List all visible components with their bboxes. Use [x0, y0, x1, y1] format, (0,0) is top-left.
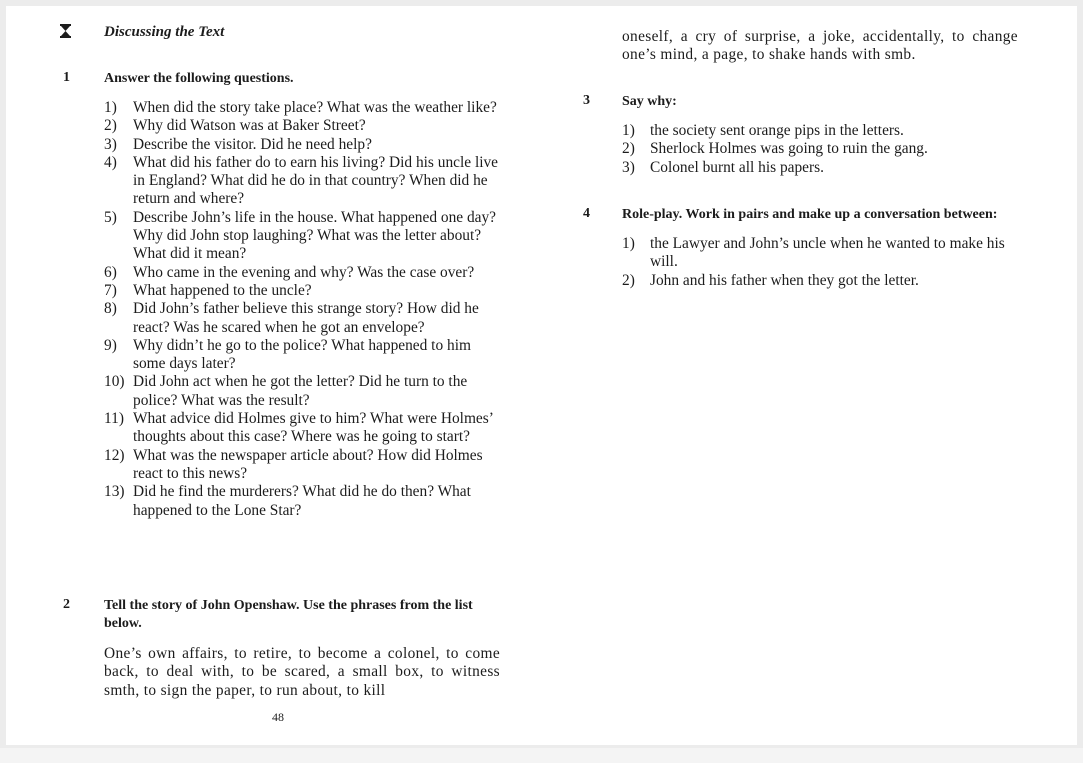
list-item [622, 272, 1018, 290]
question-text: What did his father do to earn his living? Did his uncle live in England? What did he do in that country? When did he return and where? [133, 153, 499, 208]
question-item [104, 264, 500, 282]
section-title: Discussing the Text [104, 24, 225, 40]
exercise-2-number: 2 [63, 597, 70, 612]
bottom-strip [0, 748, 1083, 763]
question-text: Describe John’s life in the house. What happened one day? Why did John stop laughing? What was the letter about? What did it mean? [133, 208, 496, 263]
question-text: When did the story take place? What was the weather like? [133, 99, 497, 116]
question-number: 10) [104, 373, 125, 391]
question-text: Who came in the evening and why? Was the case over? [133, 263, 475, 281]
question-list [104, 99, 500, 520]
list-item [622, 235, 1018, 272]
question-text: What happened to the uncle? [133, 281, 312, 299]
question-text: Why did Watson was at Baker Street? [133, 117, 366, 135]
exercise-1-heading: Answer the following questions. [104, 71, 294, 86]
hourglass-icon [60, 24, 71, 38]
question-text: What was the newspaper article about? How did Holmes react to this news? [133, 446, 483, 482]
question-item [104, 154, 500, 209]
question-item [104, 117, 500, 135]
question-number: 5) [104, 208, 117, 226]
exercise-4-heading: Role-play. Work in pairs and make up a conversation between: [622, 207, 998, 222]
item-number: 2) [622, 140, 635, 158]
list-item [622, 159, 1018, 177]
question-text: Did John’s father believe this strange story? How did he react? Was he scared when he got an envelope? [133, 300, 479, 336]
question-number: 11) [104, 410, 124, 428]
item-number: 1) [622, 235, 635, 252]
exercise-3-number: 3 [583, 93, 590, 108]
question-number: 8) [104, 300, 117, 318]
item-text: Colonel burnt all his papers. [650, 158, 824, 176]
phrase-list-continued: oneself, a cry of surprise, a joke, accidentally, to change one’s mind, a page, to shake hands with smb. [622, 28, 1018, 64]
exercise-1-number: 1 [63, 70, 70, 85]
question-item [104, 282, 500, 300]
question-text: Describe the visitor. Did he need help? [133, 135, 372, 153]
question-number: 13) [104, 483, 125, 501]
exercise-4-number: 4 [583, 206, 590, 221]
question-text: Why didn’t he go to the police? What happened to him some days later? [133, 336, 471, 373]
question-number: 7) [104, 281, 117, 299]
list-item [622, 122, 1018, 140]
question-number: 3) [104, 135, 117, 153]
question-number: 4) [104, 153, 117, 171]
question-item [104, 410, 500, 447]
say-why-list [622, 122, 1018, 177]
role-play-list [622, 235, 1018, 290]
item-text: the society sent orange pips in the letters. [650, 122, 904, 139]
question-number: 12) [104, 446, 125, 464]
item-number: 3) [622, 158, 635, 176]
question-item [104, 337, 500, 374]
exercise-2-heading: Tell the story of John Openshaw. Use the phrases from the list below. [104, 598, 473, 631]
question-item [104, 136, 500, 154]
question-item [104, 99, 500, 117]
question-number: 6) [104, 263, 117, 281]
question-number: 9) [104, 336, 117, 354]
question-item [104, 209, 500, 264]
question-item [104, 483, 500, 520]
question-text: What advice did Holmes give to him? What were Holmes’ thoughts about this case? Where was he going to start? [133, 410, 493, 446]
item-number: 1) [622, 122, 635, 139]
list-item [622, 140, 1018, 158]
question-item [104, 300, 500, 337]
item-text: John and his father when they got the letter. [650, 271, 919, 289]
item-text: the Lawyer and John’s uncle when he wanted to make his will. [650, 235, 1005, 271]
question-number: 2) [104, 117, 117, 135]
phrase-list: One’s own affairs, to retire, to become a colonel, to come back, to deal with, to be scared, a small box, to witness smth, to sign the paper, to run about, to kill [104, 645, 500, 699]
item-text: Sherlock Holmes was going to ruin the gang. [650, 140, 928, 158]
question-text: Did he find the murderers? What did he do then? What happened to the Lone Star? [133, 483, 471, 519]
question-item [104, 447, 500, 484]
question-text: Did John act when he got the letter? Did he turn to the police? What was the result? [133, 373, 468, 409]
question-item [104, 373, 500, 410]
item-number: 2) [622, 271, 635, 289]
exercise-3-heading: Say why: [622, 94, 677, 109]
question-number: 1) [104, 99, 117, 116]
page-number: 48 [272, 710, 284, 724]
